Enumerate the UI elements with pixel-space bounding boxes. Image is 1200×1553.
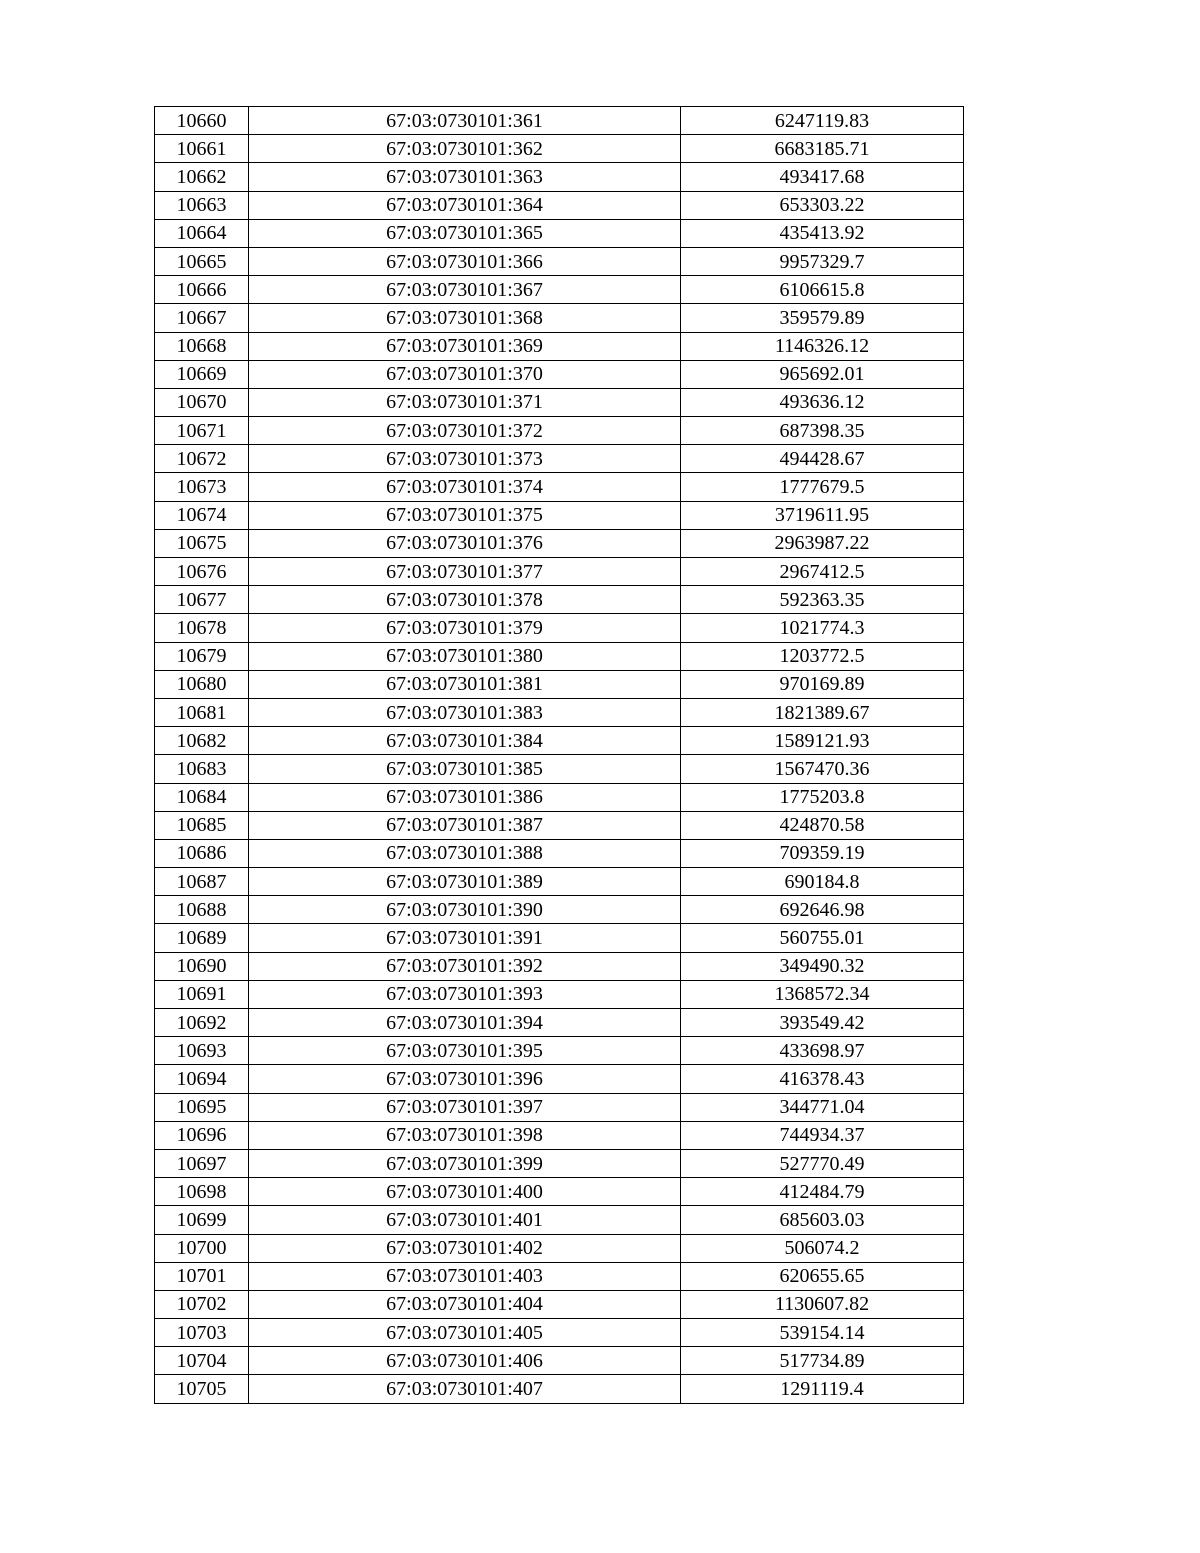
table-row: [155, 417, 964, 445]
table-row: [155, 839, 964, 867]
table-row: [155, 191, 964, 219]
value-cell: 493636.12: [681, 388, 964, 416]
cadastral-number-cell: 67:03:0730101:365: [249, 219, 681, 247]
table-row: [155, 980, 964, 1008]
value-cell: 1821389.67: [681, 698, 964, 726]
value-cell: 433698.97: [681, 1037, 964, 1065]
cadastral-number-cell: 67:03:0730101:398: [249, 1121, 681, 1149]
cadastral-number-cell: 67:03:0730101:370: [249, 360, 681, 388]
table-row: [155, 1065, 964, 1093]
table-row: [155, 1009, 964, 1037]
cadastral-number-cell: 67:03:0730101:402: [249, 1234, 681, 1262]
cadastral-number-cell: 67:03:0730101:401: [249, 1206, 681, 1234]
row-number-cell: 10669: [155, 360, 249, 388]
cadastral-number-cell: 67:03:0730101:393: [249, 980, 681, 1008]
table-row: [155, 360, 964, 388]
row-number-cell: 10670: [155, 388, 249, 416]
cadastral-number-cell: 67:03:0730101:389: [249, 868, 681, 896]
table-row: [155, 642, 964, 670]
table-row: [155, 783, 964, 811]
cadastral-number-cell: 67:03:0730101:362: [249, 135, 681, 163]
row-number-cell: 10668: [155, 332, 249, 360]
row-number-cell: 10677: [155, 586, 249, 614]
row-number-cell: 10702: [155, 1290, 249, 1318]
table-row: [155, 1347, 964, 1375]
value-cell: 1146326.12: [681, 332, 964, 360]
value-cell: 1021774.3: [681, 614, 964, 642]
value-cell: 494428.67: [681, 445, 964, 473]
table-row: [155, 1234, 964, 1262]
row-number-cell: 10685: [155, 811, 249, 839]
row-number-cell: 10693: [155, 1037, 249, 1065]
table-row: [155, 727, 964, 755]
table-row: [155, 135, 964, 163]
cadastral-number-cell: 67:03:0730101:392: [249, 952, 681, 980]
cadastral-number-cell: 67:03:0730101:377: [249, 558, 681, 586]
value-cell: 620655.65: [681, 1262, 964, 1290]
cadastral-number-cell: 67:03:0730101:385: [249, 755, 681, 783]
table-row: [155, 558, 964, 586]
value-cell: 744934.37: [681, 1121, 964, 1149]
row-number-cell: 10705: [155, 1375, 249, 1403]
cadastral-number-cell: 67:03:0730101:367: [249, 276, 681, 304]
row-number-cell: 10704: [155, 1347, 249, 1375]
row-number-cell: 10672: [155, 445, 249, 473]
cadastral-number-cell: 67:03:0730101:397: [249, 1093, 681, 1121]
value-cell: 692646.98: [681, 896, 964, 924]
table-row: [155, 698, 964, 726]
row-number-cell: 10661: [155, 135, 249, 163]
table-row: [155, 952, 964, 980]
table-row: [155, 811, 964, 839]
table-row: [155, 586, 964, 614]
row-number-cell: 10683: [155, 755, 249, 783]
cadastral-number-cell: 67:03:0730101:387: [249, 811, 681, 839]
row-number-cell: 10700: [155, 1234, 249, 1262]
table-row: [155, 276, 964, 304]
table-row: [155, 755, 964, 783]
value-cell: 1130607.82: [681, 1290, 964, 1318]
cadastral-number-cell: 67:03:0730101:384: [249, 727, 681, 755]
row-number-cell: 10663: [155, 191, 249, 219]
row-number-cell: 10689: [155, 924, 249, 952]
table-row: [155, 163, 964, 191]
row-number-cell: 10674: [155, 501, 249, 529]
value-cell: 965692.01: [681, 360, 964, 388]
cadastral-number-cell: 67:03:0730101:381: [249, 670, 681, 698]
table-row: [155, 1290, 964, 1318]
value-cell: 393549.42: [681, 1009, 964, 1037]
row-number-cell: 10684: [155, 783, 249, 811]
row-number-cell: 10660: [155, 107, 249, 135]
table-row: [155, 868, 964, 896]
cadastral-number-cell: 67:03:0730101:388: [249, 839, 681, 867]
value-cell: 2967412.5: [681, 558, 964, 586]
value-cell: 1775203.8: [681, 783, 964, 811]
cadastral-number-cell: 67:03:0730101:361: [249, 107, 681, 135]
row-number-cell: 10682: [155, 727, 249, 755]
row-number-cell: 10701: [155, 1262, 249, 1290]
cadastral-number-cell: 67:03:0730101:371: [249, 388, 681, 416]
value-cell: 685603.03: [681, 1206, 964, 1234]
row-number-cell: 10673: [155, 473, 249, 501]
row-number-cell: 10695: [155, 1093, 249, 1121]
row-number-cell: 10676: [155, 558, 249, 586]
row-number-cell: 10703: [155, 1319, 249, 1347]
value-cell: 1203772.5: [681, 642, 964, 670]
value-cell: 9957329.7: [681, 247, 964, 275]
value-cell: 970169.89: [681, 670, 964, 698]
cadastral-number-cell: 67:03:0730101:376: [249, 529, 681, 557]
value-cell: 3719611.95: [681, 501, 964, 529]
cadastral-number-cell: 67:03:0730101:375: [249, 501, 681, 529]
cadastral-number-cell: 67:03:0730101:374: [249, 473, 681, 501]
cadastral-number-cell: 67:03:0730101:386: [249, 783, 681, 811]
row-number-cell: 10666: [155, 276, 249, 304]
row-number-cell: 10699: [155, 1206, 249, 1234]
value-cell: 592363.35: [681, 586, 964, 614]
value-cell: 539154.14: [681, 1319, 964, 1347]
value-cell: 424870.58: [681, 811, 964, 839]
value-cell: 359579.89: [681, 304, 964, 332]
value-cell: 6247119.83: [681, 107, 964, 135]
table-row: [155, 1093, 964, 1121]
table-row: [155, 445, 964, 473]
table-row: [155, 1206, 964, 1234]
table-row: [155, 473, 964, 501]
cadastral-number-cell: 67:03:0730101:407: [249, 1375, 681, 1403]
value-cell: 506074.2: [681, 1234, 964, 1262]
table-row: [155, 1178, 964, 1206]
value-cell: 1777679.5: [681, 473, 964, 501]
value-cell: 517734.89: [681, 1347, 964, 1375]
value-cell: 344771.04: [681, 1093, 964, 1121]
table-row: [155, 1319, 964, 1347]
row-number-cell: 10694: [155, 1065, 249, 1093]
row-number-cell: 10690: [155, 952, 249, 980]
row-number-cell: 10680: [155, 670, 249, 698]
cadastral-number-cell: 67:03:0730101:368: [249, 304, 681, 332]
cadastral-number-cell: 67:03:0730101:379: [249, 614, 681, 642]
value-cell: 1291119.4: [681, 1375, 964, 1403]
value-cell: 349490.32: [681, 952, 964, 980]
cadastral-number-cell: 67:03:0730101:363: [249, 163, 681, 191]
table-row: [155, 332, 964, 360]
cadastral-number-cell: 67:03:0730101:390: [249, 896, 681, 924]
cadastral-number-cell: 67:03:0730101:399: [249, 1149, 681, 1177]
cadastral-number-cell: 67:03:0730101:373: [249, 445, 681, 473]
row-number-cell: 10665: [155, 247, 249, 275]
row-number-cell: 10688: [155, 896, 249, 924]
row-number-cell: 10691: [155, 980, 249, 1008]
value-cell: 2963987.22: [681, 529, 964, 557]
value-cell: 6683185.71: [681, 135, 964, 163]
table-row: [155, 107, 964, 135]
cadastral-number-cell: 67:03:0730101:364: [249, 191, 681, 219]
cadastral-number-cell: 67:03:0730101:404: [249, 1290, 681, 1318]
row-number-cell: 10686: [155, 839, 249, 867]
value-cell: 6106615.8: [681, 276, 964, 304]
row-number-cell: 10662: [155, 163, 249, 191]
cadastral-number-cell: 67:03:0730101:369: [249, 332, 681, 360]
table-row: [155, 304, 964, 332]
table-row: [155, 1037, 964, 1065]
value-cell: 435413.92: [681, 219, 964, 247]
table-row: [155, 1149, 964, 1177]
row-number-cell: 10698: [155, 1178, 249, 1206]
value-cell: 493417.68: [681, 163, 964, 191]
value-cell: 416378.43: [681, 1065, 964, 1093]
cadastral-number-cell: 67:03:0730101:395: [249, 1037, 681, 1065]
table-row: [155, 501, 964, 529]
value-cell: 690184.8: [681, 868, 964, 896]
table-row: [155, 247, 964, 275]
table-row: [155, 896, 964, 924]
value-cell: 653303.22: [681, 191, 964, 219]
cadastral-number-cell: 67:03:0730101:383: [249, 698, 681, 726]
cadastral-number-cell: 67:03:0730101:406: [249, 1347, 681, 1375]
row-number-cell: 10671: [155, 417, 249, 445]
value-cell: 1589121.93: [681, 727, 964, 755]
data-table: [154, 106, 964, 1404]
row-number-cell: 10679: [155, 642, 249, 670]
table-row: [155, 1121, 964, 1149]
value-cell: 560755.01: [681, 924, 964, 952]
table-row: [155, 614, 964, 642]
cadastral-number-cell: 67:03:0730101:372: [249, 417, 681, 445]
row-number-cell: 10678: [155, 614, 249, 642]
table-body: [155, 107, 964, 1404]
value-cell: 1567470.36: [681, 755, 964, 783]
cadastral-number-cell: 67:03:0730101:403: [249, 1262, 681, 1290]
cadastral-number-cell: 67:03:0730101:380: [249, 642, 681, 670]
cadastral-number-cell: 67:03:0730101:396: [249, 1065, 681, 1093]
row-number-cell: 10667: [155, 304, 249, 332]
cadastral-number-cell: 67:03:0730101:391: [249, 924, 681, 952]
cadastral-number-cell: 67:03:0730101:366: [249, 247, 681, 275]
row-number-cell: 10664: [155, 219, 249, 247]
table-row: [155, 670, 964, 698]
row-number-cell: 10675: [155, 529, 249, 557]
row-number-cell: 10681: [155, 698, 249, 726]
row-number-cell: 10696: [155, 1121, 249, 1149]
row-number-cell: 10692: [155, 1009, 249, 1037]
table-row: [155, 219, 964, 247]
table-row: [155, 924, 964, 952]
table-row: [155, 1375, 964, 1403]
cadastral-number-cell: 67:03:0730101:378: [249, 586, 681, 614]
table-row: [155, 529, 964, 557]
row-number-cell: 10687: [155, 868, 249, 896]
table-row: [155, 1262, 964, 1290]
value-cell: 687398.35: [681, 417, 964, 445]
value-cell: 527770.49: [681, 1149, 964, 1177]
cadastral-number-cell: 67:03:0730101:405: [249, 1319, 681, 1347]
row-number-cell: 10697: [155, 1149, 249, 1177]
cadastral-number-cell: 67:03:0730101:400: [249, 1178, 681, 1206]
cadastral-number-cell: 67:03:0730101:394: [249, 1009, 681, 1037]
value-cell: 709359.19: [681, 839, 964, 867]
table-row: [155, 388, 964, 416]
value-cell: 412484.79: [681, 1178, 964, 1206]
value-cell: 1368572.34: [681, 980, 964, 1008]
